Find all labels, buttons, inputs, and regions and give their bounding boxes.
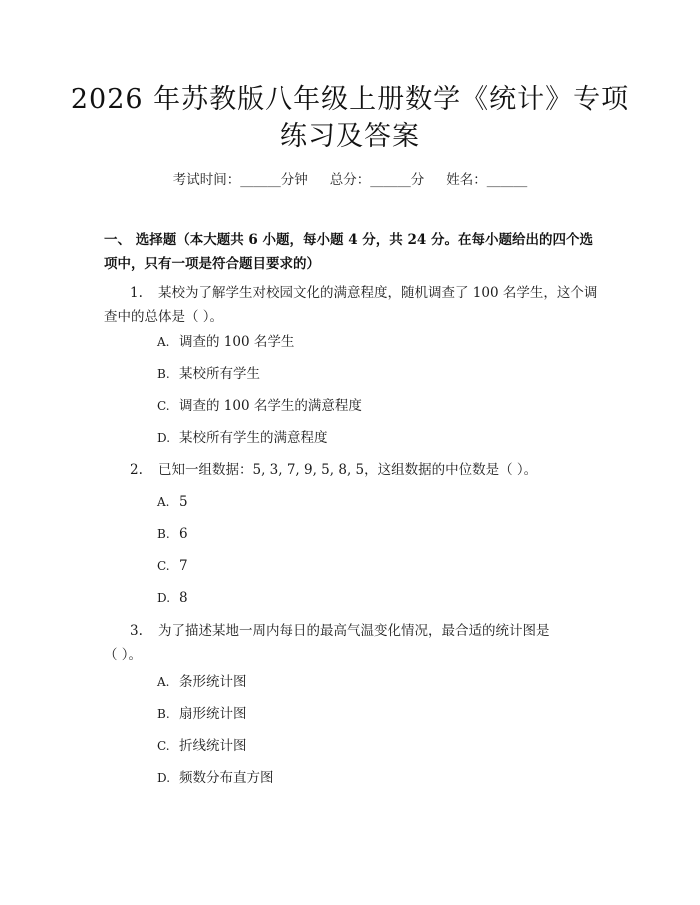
option-text: 频数分布直方图 — [179, 770, 274, 786]
option-text: 6 — [179, 526, 188, 542]
question-2 — [104, 458, 604, 482]
total-score-field: 总分：______分 — [329, 172, 425, 188]
option-text: 调查的 100 名学生 — [179, 334, 295, 350]
option-label: B. — [157, 707, 170, 721]
option-1d[interactable] — [157, 428, 328, 448]
option-label: A. — [157, 675, 170, 689]
option-label: D. — [157, 431, 171, 445]
option-3c[interactable] — [157, 736, 247, 756]
option-text: 某校所有学生 — [179, 366, 260, 382]
question-text-line-2: 查中的总体是（ ）。 — [104, 309, 224, 325]
page-title-line-1: 2026 年苏教版八年级上册数学《统计》专项 — [70, 84, 630, 115]
option-label: D. — [157, 591, 171, 605]
option-3d[interactable] — [157, 768, 274, 788]
option-label: B. — [157, 527, 170, 541]
option-text: 某校所有学生的满意程度 — [179, 430, 328, 446]
question-1 — [104, 281, 604, 329]
question-number: 3. — [130, 623, 143, 639]
option-2d[interactable] — [157, 588, 188, 608]
option-label: C. — [157, 739, 170, 753]
section-heading-line-1: 一、 选择题（本大题共 6 小题，每小题 4 分，共 24 分。在每小题给出的四个选 — [104, 232, 593, 248]
option-label: C. — [157, 399, 170, 413]
option-2c[interactable] — [157, 556, 188, 576]
option-text: 7 — [179, 558, 188, 574]
option-label: B. — [157, 367, 170, 381]
option-text: 8 — [179, 590, 188, 606]
option-label: D. — [157, 771, 171, 785]
option-label: A. — [157, 495, 170, 509]
option-3b[interactable] — [157, 704, 247, 724]
option-text: 折线统计图 — [179, 738, 247, 754]
exam-time-field: 考试时间：______分钟 — [172, 172, 308, 188]
question-number: 1. — [130, 285, 143, 301]
option-label: C. — [157, 559, 170, 573]
option-1c[interactable] — [157, 396, 362, 416]
question-3 — [104, 619, 604, 667]
question-number: 2. — [130, 462, 143, 478]
option-text: 扇形统计图 — [179, 706, 247, 722]
question-text-line-2: （ ）。 — [104, 647, 143, 663]
section-heading — [104, 228, 604, 276]
option-text: 条形统计图 — [179, 674, 247, 690]
option-text: 5 — [179, 494, 188, 510]
option-2b[interactable] — [157, 524, 188, 544]
exam-meta — [0, 168, 700, 188]
student-name-field: 姓名：______ — [446, 172, 528, 188]
question-text-line-1: 已知一组数据：5, 3, 7, 9, 5, 8, 5，这组数据的中位数是（ ）。 — [158, 462, 538, 478]
option-label: A. — [157, 335, 170, 349]
option-2a[interactable] — [157, 492, 188, 512]
option-1b[interactable] — [157, 364, 260, 384]
option-3a[interactable] — [157, 672, 247, 692]
option-text: 调查的 100 名学生的满意程度 — [179, 398, 362, 414]
question-text-line-1: 为了描述某地一周内每日的最高气温变化情况，最合适的统计图是 — [158, 623, 550, 639]
question-text-line-1: 某校为了解学生对校园文化的满意程度，随机调查了 100 名学生，这个调 — [158, 285, 598, 301]
section-heading-line-2: 项中，只有一项是符合题目要求的） — [104, 256, 320, 272]
option-1a[interactable] — [157, 332, 294, 352]
page-title-line-2: 练习及答案 — [280, 121, 420, 152]
